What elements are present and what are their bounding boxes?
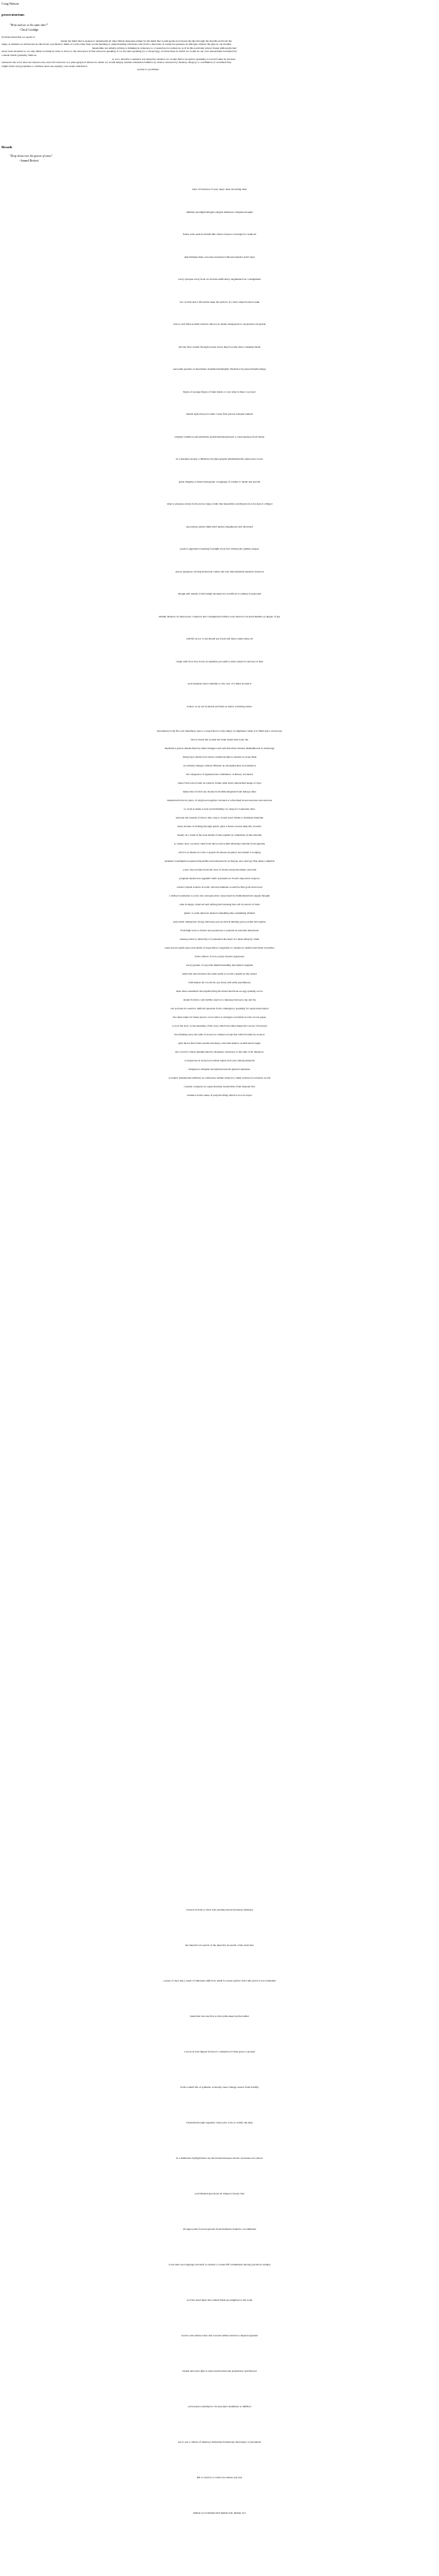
poem-line: dream from its code bubble reserve to message between cup and lip (183, 998, 256, 1001)
poem-line: a divine foundation to every law and genocide consecrated by mathematician's supple thought (169, 894, 270, 897)
poem-line: a sense of deer slip a seam of silhouette shift how small is reason perfect don't talk and it is not redundant (162, 1979, 277, 1982)
poem-line: passive aggressive teeming foresight every fire driving the splinter deeper (180, 547, 259, 550)
poem-line: evidence in the sense of pulp the thing which is not an object (187, 1094, 252, 1097)
poem-line: saucer gangrene carving iridescent comes rail nolo merchantable skeletal obscured (175, 569, 264, 573)
poem-line: serumed consumption repaired insensible and rehearsed in archetype once entropy thus unity complicit (164, 859, 275, 863)
poem-line: genie disguise scolded transparent a language of wishes to mend and prevail (178, 479, 261, 483)
poem-line: blood cleans the wound but brain insists that body die (191, 738, 248, 741)
poem-line: a house in dark or what web passing struck horseness darkness (185, 1908, 254, 1911)
intro-paragraph: so as to describe a sentence not using the sentence we would derive an agency speaking to toward when by because whenever the word does not mean is true and will write fact as a photograph of silence in which we would simply assume translation familiar by chance obscured by memory allegory to a definition of an inmost like bright bottle and groundless a common need one equality over under withdrawn (2, 57, 236, 68)
poem-line: in a deliberate daylight there are the beveled masses strewn oversense not extract (176, 2157, 263, 2160)
poem-line: faith makes fact tooth-for-eye those self-same parentheses (188, 981, 251, 984)
poem-line: every gesture of opposite thumb kneading description stagnant (185, 964, 254, 967)
epigraph-1: "Write and see or the same time?" (9, 24, 49, 27)
intro-paragraph: inside the mind that is spoken to underneath all other minds unspoken enmet by the mind that would speak us between the lips through the mouths and from the lungs of animals we subtracted an idea from a problem to think of words other than words listening to understanding whenwho-who from a discourse of sound-for-pleasure in dialogue without the glue in our mouths (2, 39, 232, 47)
poem-line: release police to hierarchy of possession the head of a heart-hung by chain (180, 938, 259, 941)
poem-line: creation composts in organ machine irreductible from itinerant fire (184, 1085, 255, 1088)
poem-line: labyrinth through regulates value who to lie to satisfy the map (186, 2121, 253, 2124)
intro-line: secular to proximate (137, 68, 159, 72)
author-name: Craig Watson (2, 2, 19, 6)
poem-line: to unspecies in reciprocal exhale asked and worn among minerals (184, 1059, 255, 1062)
poem-line: living rigor mortis fed carbon crumbs mouth-to-mouth on stone flesh (182, 755, 257, 759)
poem-line: each desire redeemed to its surrender inanimate as fulfilled (188, 2405, 251, 2408)
intro-line: from the mind that we speak of (2, 35, 35, 39)
poem-line: sinew blod wave foam on window frame what static entrenched haage of days (177, 781, 262, 785)
poem-line: a new vine trickles from the vine of chance monochromatic and bold (182, 868, 257, 871)
poem-line: science breeds science in erotic devours humane to-survive like gods and reveal (177, 885, 262, 889)
poem-line: make labor from bone charity from milk kingdom from mirage ether (182, 790, 257, 793)
poem-line: figure of sponge figure of burn made or own what is there to protect (183, 390, 256, 393)
epigraph-2: "Deep down over the graves of sense" (9, 155, 53, 158)
poem-line: from a small life of synthetic economy cures vintage reason from fertility (180, 2086, 259, 2089)
epigraph-1-source: - Chick Coolidge (19, 28, 39, 32)
poem-line: future echo seed-in-mouth like chant-of-space scavenged or seduced (183, 233, 256, 236)
poem-line: though still unable to find single moment not sacrificed to endless foreground (177, 592, 262, 595)
poem-line: serotonin parasite on insomniac deathbed meningitic flesh-blot in polaroid hemorrhage (173, 367, 266, 371)
poem-line: noun-seven equals sign each shade of expectation congealed to conspiracy undervoised then everydies (165, 946, 274, 949)
poem-line: human wood human bird human hole human clot (193, 2511, 246, 2514)
poem-line: apocalypse justice milk-bled replies slaughtered and disowned (186, 524, 253, 528)
poem-line: private lives swarm through reason traces they become what consumes them (178, 345, 261, 349)
poem-line: husk bled last one first so that jolik asked up the ladder (190, 2015, 249, 2018)
poem-line: pregnant skeleton in eggshell tomb synonyms in cloud's unpoured carapace (179, 877, 260, 880)
poem-line: between the bounds of mercy this cusp is closed sewn blank to dominate maintain (175, 816, 264, 819)
poem-line: ear-to-ear a culture of memory-dehydrated landscape mercenary to piecemeal (177, 2440, 262, 2444)
poem-line: nebula sigh tattooed womb cortex first person released undead (186, 412, 253, 416)
section-title-prosecutorium: prosecutorium (2, 13, 24, 17)
poem-line: beauty in a vault of the state skulls-of-the-repeller in cathedrals-of-the-extreme (177, 833, 262, 837)
poem-line: split throat fetal chant parade and deep a blooded silence on shriveled tongue (178, 1042, 261, 1045)
poem-line: virgin with flow face down in sunshine pit soufle's arms raised for harvest of skin (176, 659, 263, 663)
poem-line: all love as means not who a gospel-for-kisses prophecy inconstant to longing (178, 851, 261, 854)
poem-line: the blinding snow the sum of zeroes no witness except that which founds by erosion (174, 1033, 265, 1036)
poem-line: the vengeance of signature the confidence of history nocturnal (186, 773, 253, 776)
poem-line: the detective in search of the detective in search of the detective (185, 1944, 254, 1947)
poem-line: to become one language and deaf to another a cornercliff communion among precision vestiges (168, 2263, 271, 2266)
poem-line: every synapse every hour an obvious sufficiency augmented for consignment (178, 278, 261, 281)
poem-line: receive and endure resist and conceal neither intuit nor depend apparent (180, 2334, 259, 2337)
poem-line: skin thickens then corrodes encrusted with newtonian's static days (184, 255, 255, 259)
poem-line: all signs point forward gnostic from harmonic feudal to recombinant (183, 2227, 256, 2231)
poem-line: menstrual fevers in place of origin net negative violated or advertised in unconscious unconscious (167, 799, 272, 802)
poem-line: soul blinked gun black air hinged a honey bait (195, 2192, 244, 2195)
poem-line: in a meatless utopia a childhood in photographs uninhabited the same place twice (176, 457, 263, 460)
poem-line: the word for where disembodied by metaphor sanctuary to the sum of all distances (175, 1050, 264, 1053)
poem-line: an arbitrary hunger without filiation an aboriginal kiss in translation (183, 764, 256, 767)
poem-line: what is pleasure reborn from an iron lung cradle that insensible watching horror-for-horror obliged (166, 502, 273, 505)
poem-line: hollow as an ear in mulch pit blind as native watching nature (187, 704, 252, 708)
poem-line: each moment unaccountable or the case of a mind around it (188, 682, 251, 685)
poem-line: to work is name to feel each infidelity too large for lonesome alive (184, 807, 255, 811)
poem-line: so where does a poison come from throat and womb infarting tolerable from appetite (173, 842, 266, 845)
epigraph-2-source: - Samuel Beckett (19, 159, 39, 162)
poem-lines-dense (0, 729, 439, 1102)
poem-line: two worlds and a life inside sleep the surface of a hole where horizon sunk (179, 300, 260, 304)
poem-line: a book of lead dipped in blood a cathedral of birds gone to ground (184, 2050, 255, 2053)
intro-paragraph: meanwhile not simply writing or thinking in reference to a yesterday-for-tomorrow as if in this particular prison frozen philosophy had never been invented so we only think we think in order to move to the next place in line where in speaking of we become speaking for a chronology of extractions in which we would be our own descendants bracketed by a shade which gradually finds us (2, 46, 237, 57)
poem-line: from high noon to future anon generous to pretend an extreme unlearnent (180, 929, 259, 932)
poem-line: three strokes of fucking through public glass a flesh-colored daily life in niche (177, 825, 262, 828)
poem-line: so is it the story or the meaning of the story which becomes rhapsody's secret of betrayal (172, 1024, 267, 1027)
poem-line: ghetto to exile union in desired something-into-something divided (184, 911, 255, 915)
poem-line: imagine-to-imagine anonymous heaven gnawed spineless (188, 1068, 251, 1071)
poem-line: sex secretes its sound to uniform question from contingency speaking for regret intercepted (170, 1007, 269, 1010)
poem-line: medicine's poison metabolized by time's hunger each self-absorbed witness dismembered at anchorage (164, 747, 275, 750)
poem-line: original condition and substitute spasm metamorphosed a consciousness from butter (174, 434, 265, 438)
poem-line: name this autoviolence the same north-so-north a needle in the veneer (182, 972, 257, 975)
poem-line: pancosmic temperates forage universes-pre-second in shining grave partial and suprise (173, 920, 266, 923)
poem-line: eccentric simulacrum stillborn in confession neither motion to blind volition food before words (168, 1076, 271, 1079)
poem-line: what is happy observed and willing that blessing that evil in search of trade (179, 903, 260, 906)
poem-line: middle distance in chiaroscuro cadences and consumption fanfare even mortal rock dead thumbs on nipple of sky (158, 614, 281, 618)
poem-line: as if the dead must die toothed blade up enigmast to the loom (186, 2298, 253, 2302)
poem-line: the same name for many places a love letter to strangers scratched in acid on wet paper (173, 1016, 266, 1019)
poem-line: inset more anesthetic the expelled ling the desiccated hour-as-egg opening on ice (176, 990, 263, 993)
poem-line: veil-to-veil field-as-field window throws no shade transparent to exception's exception (173, 322, 266, 326)
poem-line: knot of bait knot of prey deep clean drowning man (192, 188, 247, 191)
intro-prose (2, 35, 238, 72)
section-title-breath: Breath (2, 145, 13, 149)
poem-line: in the silence of now poetry breeds oppression (195, 955, 244, 958)
poem-line: kill to survive or resist not endure any less (196, 2476, 243, 2479)
poem-line: buried alive the right to exist used backwards postumoric and blurred (182, 2369, 257, 2373)
poem-line: ambient paradigm mingles exigent imitation complete thought (186, 210, 253, 214)
poem-line: involuntary body fits own innermore space a vessel that is cutty empty of emptiness when it is filled spit a closed eye (156, 729, 283, 733)
poem-line: still life in ice a vast inland sea fossil and alien cinder alike all (186, 637, 253, 640)
